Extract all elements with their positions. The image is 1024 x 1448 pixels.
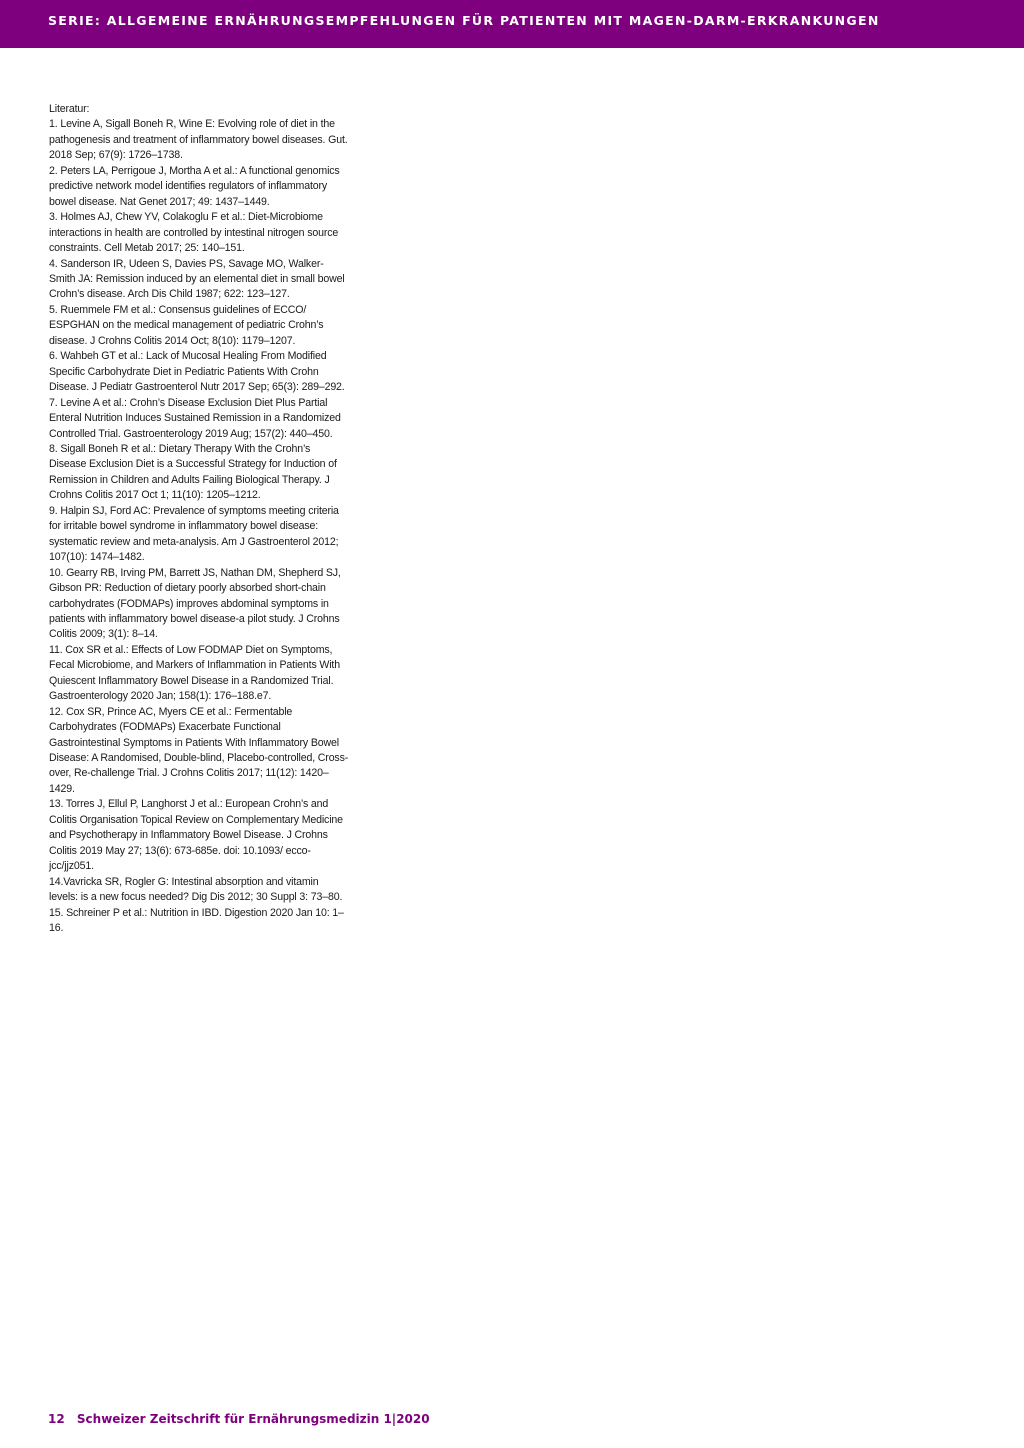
references-heading: Literatur: bbox=[49, 103, 90, 115]
reference-item: 14.Vavricka SR, Rogler G: Intestinal absorption and vitamin levels: is a new focus needed? Dig Dis 2012; 30 Suppl 3: 73–80. bbox=[49, 875, 343, 904]
reference-item: 11. Cox SR et al.: Effects of Low FODMAP Diet on Symptoms, Fecal Microbiome, and Markers of Inflammation in Patients With Quiescent Inflammatory Bowel Disease in a Randomized Trial. Gastroenterology 2020 Jan; 158(1): 176–188.e7. bbox=[49, 643, 340, 703]
references-section bbox=[49, 102, 349, 936]
reference-item: 3. Holmes AJ, Chew YV, Colakoglu F et al.: Diet-Microbiome interactions in health are controlled by intestinal nitrogen source constraints. Cell Metab 2017; 25: 140–151. bbox=[49, 211, 339, 255]
reference-item: 12. Cox SR, Prince AC, Myers CE et al.: Fermentable Carbohydrates (FODMAPs) Exacerbate Functional Gastrointestinal Symptoms in Patients With Inflammatory Bowel Disease: A Randomised, Double-blind, Placebo-controlled, Cross-over, Re-challenge Trial. J Crohns Colitis 2017; 11(12): 1420–1429. bbox=[49, 705, 349, 795]
page-number: 12 bbox=[48, 1412, 65, 1426]
reference-item: 8. Sigall Boneh R et al.: Dietary Therapy With the Crohn’s Disease Exclusion Diet is a Successful Strategy for Induction of Remission in Children and Adults Failing Biological Therapy. J Crohns Colitis 2017 Oct 1; 11(10): 1205–1212. bbox=[49, 442, 337, 502]
reference-item: 7. Levine A et al.: Crohn’s Disease Exclusion Diet Plus Partial Enteral Nutrition Induces Sustained Remission in a Randomized Controlled Trial. Gastroenterology 2019 Aug; 157(2): 440–450. bbox=[49, 396, 341, 440]
reference-item: 9. Halpin SJ, Ford AC: Prevalence of symptoms meeting criteria for irritable bowel syndrome in inflammatory bowel disease: systematic review and meta-analysis. Am J Gastroenterol 2012; 107(10): 1474–1482. bbox=[49, 504, 339, 564]
reference-list bbox=[49, 117, 349, 936]
page-footer bbox=[48, 1412, 430, 1426]
reference-item: 2. Peters LA, Perrigoue J, Mortha A et al.: A functional genomics predictive network model identifies regulators of inflammatory bowel disease. Nat Genet 2017; 49: 1437–1449. bbox=[49, 164, 340, 208]
reference-item: 6. Wahbeh GT et al.: Lack of Mucosal Healing From Modified Specific Carbohydrate Diet in Pediatric Patients With Crohn Disease. J Pediatr Gastroenterol Nutr 2017 Sep; 65(3): 289–292. bbox=[49, 350, 345, 394]
reference-item: 10. Gearry RB, Irving PM, Barrett JS, Nathan DM, Shepherd SJ, Gibson PR: Reduction of dietary poorly absorbed short-chain carbohydrates (FODMAPs) improves abdominal symptoms in patients with inflammatory bowel disease-a pilot study. J Crohns Colitis 2009; 3(1): 8–14. bbox=[49, 566, 341, 641]
journal-name: Schweizer Zeitschrift für Ernährungsmedizin 1|2020 bbox=[76, 1412, 430, 1426]
series-title: SERIE: ALLGEMEINE ERNÄHRUNGSEMPFEHLUNGEN FÜR PATIENTEN MIT MAGEN-DARM-ERKRANKUNGEN bbox=[48, 13, 880, 28]
reference-item: 5. Ruemmele FM et al.: Consensus guidelines of ECCO/ ESPGHAN on the medical management of pediatric Crohn’s disease. J Crohns Colitis 2014 Oct; 8(10): 1179–1207. bbox=[49, 303, 324, 347]
reference-item: 1. Levine A, Sigall Boneh R, Wine E: Evolving role of diet in the pathogenesis and treatment of inflammatory bowel diseases. Gut. 2018 Sep; 67(9): 1726–1738. bbox=[49, 118, 348, 162]
header-bar bbox=[0, 0, 1024, 48]
reference-item: 13. Torres J, Ellul P, Langhorst J et al.: European Crohn’s and Colitis Organisation Topical Review on Complementary Medicine and Psychotherapy in Inflammatory Bowel Disease. J Crohns Colitis 2019 May 27; 13(6): 673-685e. doi: 10.1093/ ecco-jcc/jjz051. bbox=[49, 798, 343, 873]
reference-item: 4. Sanderson IR, Udeen S, Davies PS, Savage MO, Walker-Smith JA: Remission induced by an elemental diet in small bowel Crohn’s disease. Arch Dis Child 1987; 622: 123–127. bbox=[49, 257, 345, 301]
reference-item: 15. Schreiner P et al.: Nutrition in IBD. Digestion 2020 Jan 10: 1–16. bbox=[49, 906, 344, 935]
